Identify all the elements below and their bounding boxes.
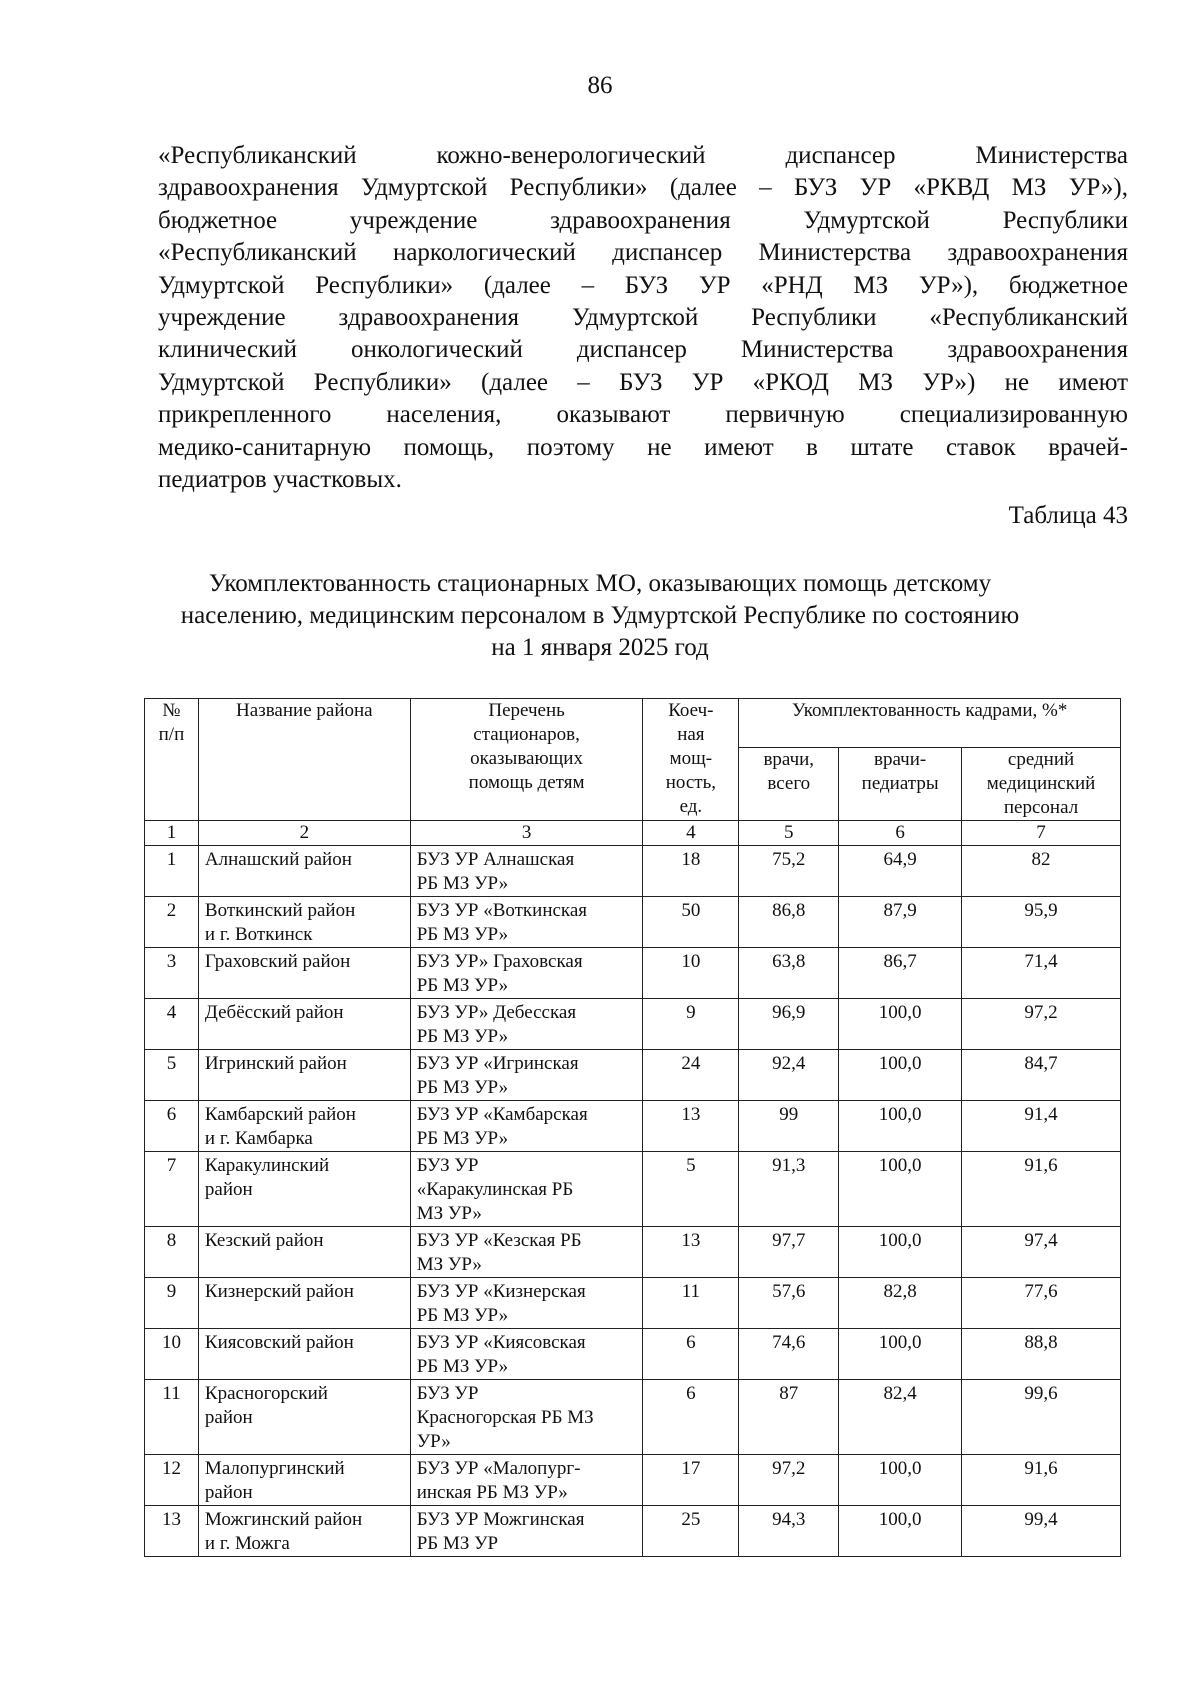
pediatricians-cell (839, 948, 962, 999)
header-line: персонал (1003, 797, 1079, 818)
cell-line: район (204, 1179, 253, 1200)
header-pediatricians (839, 748, 962, 821)
cell-line: 84,7 (1024, 1053, 1058, 1074)
cell-line: 7 (166, 1155, 177, 1176)
cell-line: 63,8 (772, 951, 806, 972)
column-number: 7 (962, 821, 1121, 846)
beds-cell (643, 897, 739, 948)
cell-line: 92,4 (772, 1053, 806, 1074)
header-line: врачи- (874, 749, 927, 770)
header-line: медицинский (986, 773, 1096, 794)
cell-line: Красногорский (204, 1383, 328, 1404)
cell-line: РБ МЗ УР (416, 1533, 499, 1554)
cell-line: 82 (1031, 849, 1051, 870)
intro-paragraph (158, 140, 1128, 496)
pediatricians-cell (839, 1152, 962, 1227)
cell-line: 94,3 (772, 1509, 806, 1530)
cell-line: БУЗ УР Алнашская (416, 849, 575, 870)
cell-line: 100,0 (878, 1155, 922, 1176)
cell-line: 1 (166, 849, 177, 870)
intro-line: бюджетное учреждение здравоохранения Удмуртской Республики (158, 206, 1128, 234)
cell-line: 82,4 (883, 1383, 917, 1404)
cell-line: РБ МЗ УР» (416, 924, 509, 945)
cell-line: 100,0 (878, 1002, 922, 1023)
beds-cell (643, 1278, 739, 1329)
intro-line: учреждение здравоохранения Удмуртской Республики «Республиканский (158, 304, 1128, 332)
district-cell (198, 1329, 410, 1380)
cell-line: 100,0 (878, 1458, 922, 1479)
header-beds (643, 699, 739, 821)
table-row (145, 1227, 1121, 1278)
cell-line: 71,4 (1024, 951, 1058, 972)
cell-line: 91,3 (772, 1155, 806, 1176)
header-line: № (162, 700, 181, 721)
cell-line: 50 (681, 900, 701, 921)
cell-line: МЗ УР» (416, 1203, 482, 1224)
cell-line: 24 (681, 1053, 701, 1074)
doctors-cell (739, 1101, 839, 1152)
header-doctors-total (739, 748, 839, 821)
header-district: Название района (198, 699, 410, 821)
cell-line: Игринский район (204, 1053, 347, 1074)
cell-line: БУЗ УР Можгинская (416, 1509, 585, 1530)
district-cell (198, 1101, 410, 1152)
cell-line: БУЗ УР «Малопург- (416, 1458, 581, 1479)
header-staffing: Укомплектованность кадрами, %* (739, 699, 1121, 748)
district-cell (198, 1227, 410, 1278)
district-cell (198, 1506, 410, 1557)
hospital-cell (410, 897, 643, 948)
row-number-cell (145, 1152, 199, 1227)
beds-cell (643, 1380, 739, 1455)
cell-line: МЗ УР» (416, 1254, 482, 1275)
cell-line: 97,7 (772, 1230, 806, 1251)
cell-line: 86,8 (772, 900, 806, 921)
hospital-cell (410, 846, 643, 897)
column-number: 3 (410, 821, 643, 846)
beds-cell (643, 999, 739, 1050)
beds-cell (643, 1152, 739, 1227)
doctors-cell (739, 1152, 839, 1227)
intro-line: Удмуртской Республики» (далее – БУЗ УР «РКОД МЗ УР») не имеют (158, 368, 1128, 396)
cell-line: БУЗ УР (416, 1383, 479, 1404)
district-cell (198, 846, 410, 897)
column-number: 6 (839, 821, 962, 846)
beds-cell (643, 1506, 739, 1557)
row-number-cell (145, 1506, 199, 1557)
cell-line: РБ МЗ УР» (416, 1356, 509, 1377)
pediatricians-cell (839, 1227, 962, 1278)
cell-line: 13 (161, 1509, 181, 1530)
cell-line: район (204, 1407, 253, 1428)
nurses-cell (962, 1101, 1121, 1152)
cell-line: 8 (166, 1230, 177, 1251)
row-number-cell (145, 1455, 199, 1506)
header-num (145, 699, 199, 821)
cell-line: 99 (779, 1104, 799, 1125)
table-row (145, 1050, 1121, 1101)
hospital-cell (410, 1506, 643, 1557)
cell-line: Воткинский район (204, 900, 356, 921)
cell-line: 5 (166, 1053, 177, 1074)
doctors-cell (739, 897, 839, 948)
pediatricians-cell (839, 1455, 962, 1506)
cell-line: Дебёсский район (204, 1002, 344, 1023)
row-number-cell (145, 1380, 199, 1455)
cell-line: 91,6 (1024, 1458, 1058, 1479)
column-number: 2 (198, 821, 410, 846)
table-row (145, 1380, 1121, 1455)
header-line: Коеч- (668, 700, 714, 721)
column-numbers-row (145, 821, 1121, 846)
beds-cell (643, 1455, 739, 1506)
pediatricians-cell (839, 1050, 962, 1101)
doctors-cell (739, 1329, 839, 1380)
cell-line: 91,4 (1024, 1104, 1058, 1125)
table-row (145, 1329, 1121, 1380)
nurses-cell (962, 897, 1121, 948)
staffing-table (144, 698, 1121, 1557)
row-number-cell (145, 1329, 199, 1380)
cell-line: 91,6 (1024, 1155, 1058, 1176)
cell-line: 88,8 (1024, 1332, 1058, 1353)
doctors-cell (739, 1227, 839, 1278)
cell-line: 5 (686, 1155, 696, 1176)
cell-line: 3 (166, 951, 177, 972)
row-number-cell (145, 1050, 199, 1101)
intro-line: здравоохранения Удмуртской Республики» (далее – БУЗ УР «РКВД МЗ УР»), (158, 174, 1128, 202)
district-cell (198, 1455, 410, 1506)
table-number: Таблица 43 (1008, 502, 1128, 529)
header-line: ед. (679, 796, 703, 817)
header-line: врачи, (763, 749, 815, 770)
district-cell (198, 1050, 410, 1101)
cell-line: РБ МЗ УР» (416, 873, 509, 894)
doctors-cell (739, 1278, 839, 1329)
cell-line: и г. Можга (204, 1533, 290, 1554)
nurses-cell (962, 1380, 1121, 1455)
header-line: педиатры (861, 773, 939, 794)
beds-cell (643, 1050, 739, 1101)
district-cell (198, 1152, 410, 1227)
cell-line: УР» (416, 1431, 451, 1452)
pediatricians-cell (839, 1278, 962, 1329)
cell-line: 12 (161, 1458, 181, 1479)
cell-line: 25 (681, 1509, 701, 1530)
header-line: ная (677, 724, 705, 745)
table-row (145, 1455, 1121, 1506)
hospital-cell (410, 1380, 643, 1455)
pediatricians-cell (839, 1380, 962, 1455)
cell-line: Малопургинский (204, 1458, 345, 1479)
district-cell (198, 897, 410, 948)
cell-line: и г. Воткинск (204, 924, 313, 945)
table-row (145, 897, 1121, 948)
cell-line: Кизнерский район (204, 1281, 354, 1302)
nurses-cell (962, 1506, 1121, 1557)
nurses-cell (962, 1455, 1121, 1506)
cell-line: 10 (161, 1332, 181, 1353)
header-hospitals (410, 699, 643, 821)
table-row (145, 846, 1121, 897)
table-row (145, 1506, 1121, 1557)
cell-line: РБ МЗ УР» (416, 1077, 509, 1098)
caption-line: на 1 января 2025 год (491, 634, 709, 661)
hospital-cell (410, 999, 643, 1050)
cell-line: 87,9 (883, 900, 917, 921)
header-line: п/п (158, 724, 185, 745)
cell-line: РБ МЗ УР» (416, 1026, 509, 1047)
caption-line: населению, медицинским персоналом в Удмуртской Республике по состоянию (180, 602, 1020, 629)
cell-line: 100,0 (878, 1053, 922, 1074)
cell-line: 9 (166, 1281, 177, 1302)
hospital-cell (410, 1101, 643, 1152)
column-number: 5 (739, 821, 839, 846)
cell-line: 9 (686, 1002, 696, 1023)
pediatricians-cell (839, 1329, 962, 1380)
intro-line: «Республиканский кожно-венерологический диспансер Министерства (158, 142, 1128, 169)
cell-line: 17 (681, 1458, 701, 1479)
beds-cell (643, 1227, 739, 1278)
cell-line: Можгинский район (204, 1509, 363, 1530)
doctors-cell (739, 1050, 839, 1101)
header-line: Перечень (488, 700, 565, 721)
cell-line: БУЗ УР» Граховская (416, 951, 583, 972)
caption-line: Укомплектованность стационарных МО, оказывающих помощь детскому (208, 570, 992, 597)
cell-line: 86,7 (883, 951, 917, 972)
cell-line: 97,4 (1024, 1230, 1058, 1251)
row-number-cell (145, 1278, 199, 1329)
intro-line: клинический онкологический диспансер Министерства здравоохранения (158, 336, 1128, 364)
cell-line: БУЗ УР «Камбарская (416, 1104, 588, 1125)
hospital-cell (410, 1455, 643, 1506)
cell-line: 4 (166, 1002, 177, 1023)
cell-line: РБ МЗ УР» (416, 1305, 509, 1326)
cell-line: 97,2 (1024, 1002, 1058, 1023)
page-number: 86 (587, 72, 613, 99)
district-cell (198, 948, 410, 999)
nurses-cell (962, 1050, 1121, 1101)
hospital-cell (410, 948, 643, 999)
header-line: всего (767, 773, 811, 794)
cell-line: 97,2 (772, 1458, 806, 1479)
nurses-cell (962, 948, 1121, 999)
cell-line: Красногорская РБ МЗ (416, 1407, 594, 1428)
nurses-cell (962, 999, 1121, 1050)
cell-line: 82,8 (883, 1281, 917, 1302)
doctors-cell (739, 1380, 839, 1455)
cell-line: Камбарский район (204, 1104, 356, 1125)
nurses-cell (962, 1329, 1121, 1380)
cell-line: 75,2 (772, 849, 806, 870)
cell-line: 64,9 (883, 849, 917, 870)
beds-cell (643, 948, 739, 999)
header-line: мощ- (669, 748, 713, 769)
doctors-cell (739, 999, 839, 1050)
cell-line: Кезский район (204, 1230, 324, 1251)
cell-line: 6 (166, 1104, 177, 1125)
intro-line: прикрепленного населения, оказывают первичную специализированную (158, 401, 1128, 429)
cell-line: 10 (681, 951, 701, 972)
cell-line: 100,0 (878, 1332, 922, 1353)
intro-line: «Республиканский наркологический диспансер Министерства здравоохранения (158, 239, 1128, 267)
beds-cell (643, 846, 739, 897)
cell-line: 6 (686, 1332, 696, 1353)
cell-line: 11 (681, 1281, 701, 1302)
row-number-cell (145, 1101, 199, 1152)
hospital-cell (410, 1152, 643, 1227)
doctors-cell (739, 948, 839, 999)
nurses-cell (962, 1152, 1121, 1227)
row-number-cell (145, 1227, 199, 1278)
row-number-cell (145, 948, 199, 999)
header-line: оказывающих (470, 748, 583, 769)
cell-line: БУЗ УР (416, 1155, 479, 1176)
table-row (145, 948, 1121, 999)
cell-line: 6 (686, 1383, 696, 1404)
header-line: ность, (665, 772, 717, 793)
cell-line: и г. Камбарка (204, 1128, 313, 1149)
pediatricians-cell (839, 1101, 962, 1152)
cell-line: «Каракулинская РБ (416, 1179, 574, 1200)
header-nurses (962, 748, 1121, 821)
doctors-cell (739, 846, 839, 897)
cell-line: 96,9 (772, 1002, 806, 1023)
cell-line: 74,6 (772, 1332, 806, 1353)
cell-line: инская РБ МЗ УР» (416, 1482, 568, 1503)
table-row (145, 999, 1121, 1050)
intro-line: медико-санитарную помощь, поэтому не имеют в штате ставок врачей- (158, 433, 1128, 461)
cell-line: БУЗ УР «Кезская РБ (416, 1230, 582, 1251)
cell-line: 57,6 (772, 1281, 806, 1302)
column-number: 1 (145, 821, 199, 846)
header-line: стационаров, (473, 724, 580, 745)
hospital-cell (410, 1050, 643, 1101)
cell-line: 99,6 (1024, 1383, 1058, 1404)
cell-line: 2 (166, 900, 177, 921)
row-number-cell (145, 897, 199, 948)
cell-line: БУЗ УР «Игринская (416, 1053, 579, 1074)
district-cell (198, 999, 410, 1050)
hospital-cell (410, 1329, 643, 1380)
cell-line: 18 (681, 849, 701, 870)
cell-line: Алнашский район (204, 849, 352, 870)
doctors-cell (739, 1506, 839, 1557)
cell-line: БУЗ УР» Дебесская (416, 1002, 577, 1023)
cell-line: РБ МЗ УР» (416, 975, 509, 996)
cell-line: Граховский район (204, 951, 351, 972)
nurses-cell (962, 846, 1121, 897)
cell-line: РБ МЗ УР» (416, 1128, 509, 1149)
row-number-cell (145, 999, 199, 1050)
table-row (145, 1152, 1121, 1227)
cell-line: 87 (779, 1383, 799, 1404)
pediatricians-cell (839, 846, 962, 897)
pediatricians-cell (839, 999, 962, 1050)
beds-cell (643, 1101, 739, 1152)
nurses-cell (962, 1278, 1121, 1329)
header-line: средний (1007, 749, 1075, 770)
cell-line: 77,6 (1024, 1281, 1058, 1302)
cell-line: район (204, 1482, 253, 1503)
table-caption (0, 568, 1200, 664)
intro-line: Удмуртской Республики» (далее – БУЗ УР «РНД МЗ УР»), бюджетное (158, 271, 1128, 299)
cell-line: 100,0 (878, 1230, 922, 1251)
header-line: помощь детям (468, 772, 585, 793)
cell-line: БУЗ УР «Кизнерская (416, 1281, 586, 1302)
cell-line: БУЗ УР «Киясовская (416, 1332, 586, 1353)
beds-cell (643, 1329, 739, 1380)
nurses-cell (962, 1227, 1121, 1278)
cell-line: 100,0 (878, 1509, 922, 1530)
pediatricians-cell (839, 1506, 962, 1557)
pediatricians-cell (839, 897, 962, 948)
doctors-cell (739, 1455, 839, 1506)
column-number: 4 (643, 821, 739, 846)
table-row (145, 1101, 1121, 1152)
hospital-cell (410, 1278, 643, 1329)
cell-line: Киясовский район (204, 1332, 354, 1353)
table-row (145, 1278, 1121, 1329)
cell-line: БУЗ УР «Воткинская (416, 900, 588, 921)
hospital-cell (410, 1227, 643, 1278)
cell-line: 99,4 (1024, 1509, 1058, 1530)
cell-line: 13 (681, 1230, 701, 1251)
cell-line: 13 (681, 1104, 701, 1125)
cell-line: 100,0 (878, 1104, 922, 1125)
cell-line: 95,9 (1024, 900, 1058, 921)
intro-line: педиатров участковых. (158, 466, 402, 494)
district-cell (198, 1380, 410, 1455)
cell-line: Каракулинский (204, 1155, 330, 1176)
cell-line: 11 (162, 1383, 181, 1404)
district-cell (198, 1278, 410, 1329)
row-number-cell (145, 846, 199, 897)
